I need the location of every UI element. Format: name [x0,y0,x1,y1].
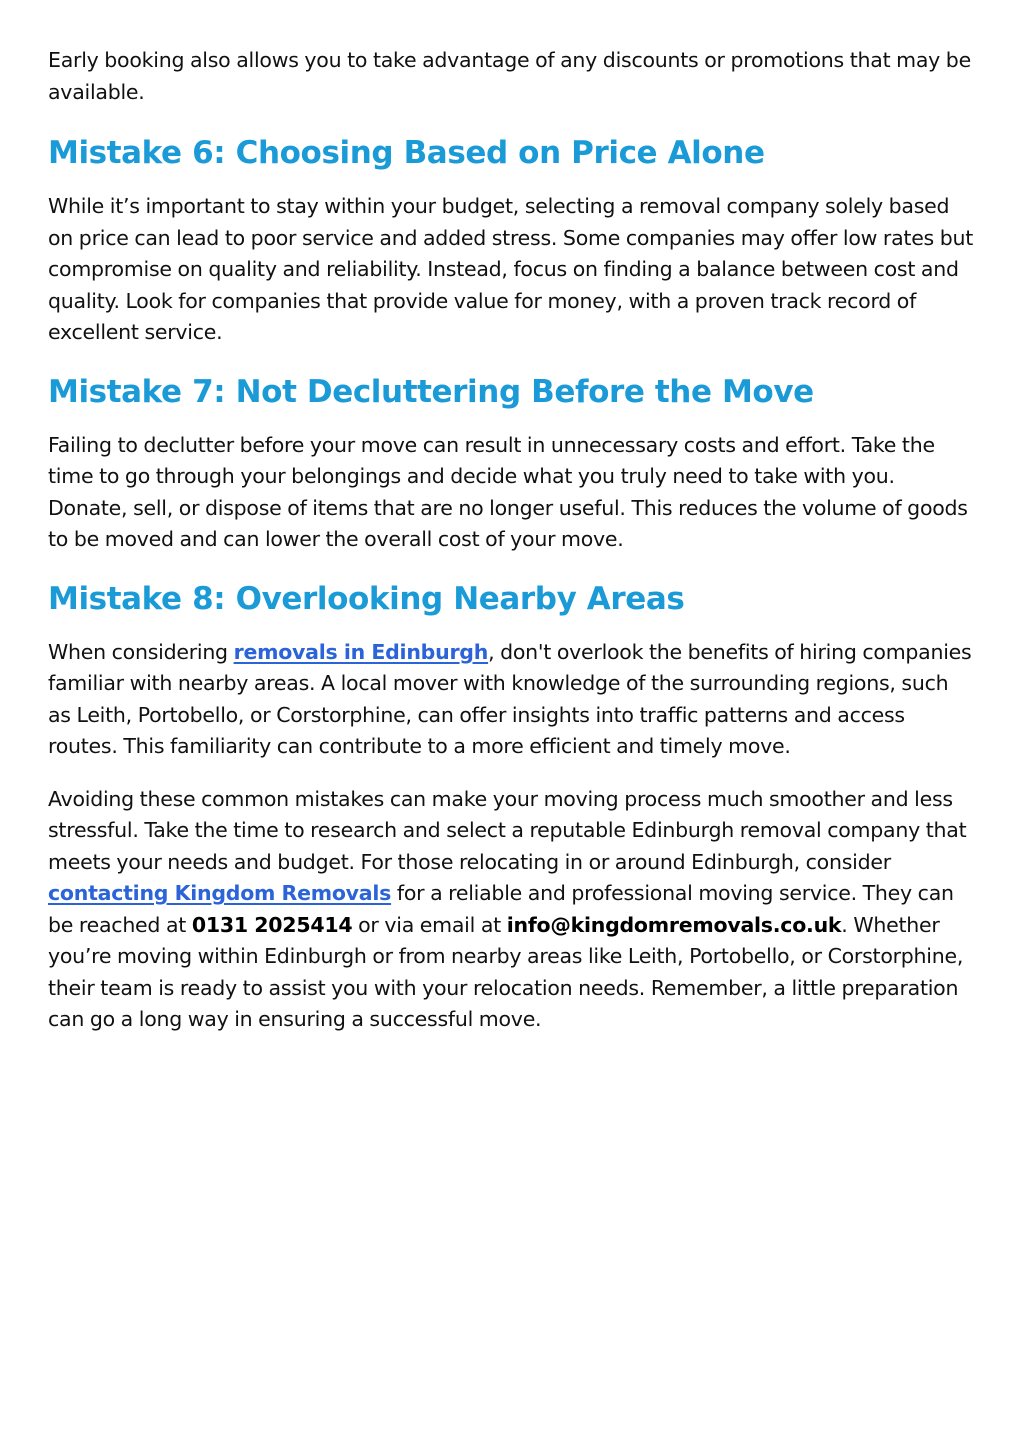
mistake-8-paragraph [48,637,976,763]
phone-number: 0131 2025414 [191,912,353,937]
mistake-7-heading: Mistake 7: Not Decluttering Before the Move [48,373,814,410]
mistake-6-paragraph: While it’s important to stay within your budget, selecting a removal company solely based on price can lead to poor service and added stress. Some companies may offer low rates but compromise on quality and reliability. Instead, focus on finding a balance between cost and quality. Look for companies that provide value for money, with a proven track record of excellent service. [48,194,974,344]
conclusion-text-1: Avoiding these common mistakes can make your moving process much smoother and less stressful. Take the time to research and select a reputable Edinburgh removal company that meets your needs and budget. For those relocating in or around Edinburgh, consider [48,786,967,874]
conclusion-text-3: or via email at [352,912,507,937]
mistake-6-heading: Mistake 6: Choosing Based on Price Alone [48,135,765,171]
mistake-8-text-end: , don't overlook the benefits of hiring companies familiar with nearby areas. A local mover with knowledge of the surrounding regions, such as Leith, Portobello, or Corstorphine, can offer insights into traffic patterns and access routes. This familiarity can contribute to a more efficient and timely move. [48,639,972,758]
mistake-7-paragraph: Failing to declutter before your move can result in unnecessary costs and effort. Take the time to go through your belongings and decide what you truly need to take with you. Donate, sell, or dispose of items that are no longer useful. This reduces the volume of goods to be moved and can lower the overall cost of your move. [48,432,968,551]
email-address: info@kingdomremovals.co.uk [506,912,842,937]
mistake-8-heading: Mistake 8: Overlooking Nearby Areas [48,580,685,617]
conclusion-text-4: . Whether you’re moving within Edinburgh or from nearby areas like Leith, Portobello, or Corstorphine, their team is ready to assist you with your relocation needs. Remember, a little preparation can go a long way in ensuring a successful move. [48,912,964,1031]
conclusion-paragraph [48,784,976,1036]
removals-in-edinburgh-link[interactable]: removals in Edinburgh [233,639,489,664]
intro-paragraph: Early booking also allows you to take advantage of any discounts or promotions that may be available. [48,48,971,104]
document-page [48,45,976,1036]
contacting-kingdom-removals-link[interactable]: contacting Kingdom Removals [48,881,392,905]
conclusion-text-2: for a reliable and professional moving service. They can be reached at [48,881,954,937]
mistake-8-text-start: When considering [48,639,234,664]
